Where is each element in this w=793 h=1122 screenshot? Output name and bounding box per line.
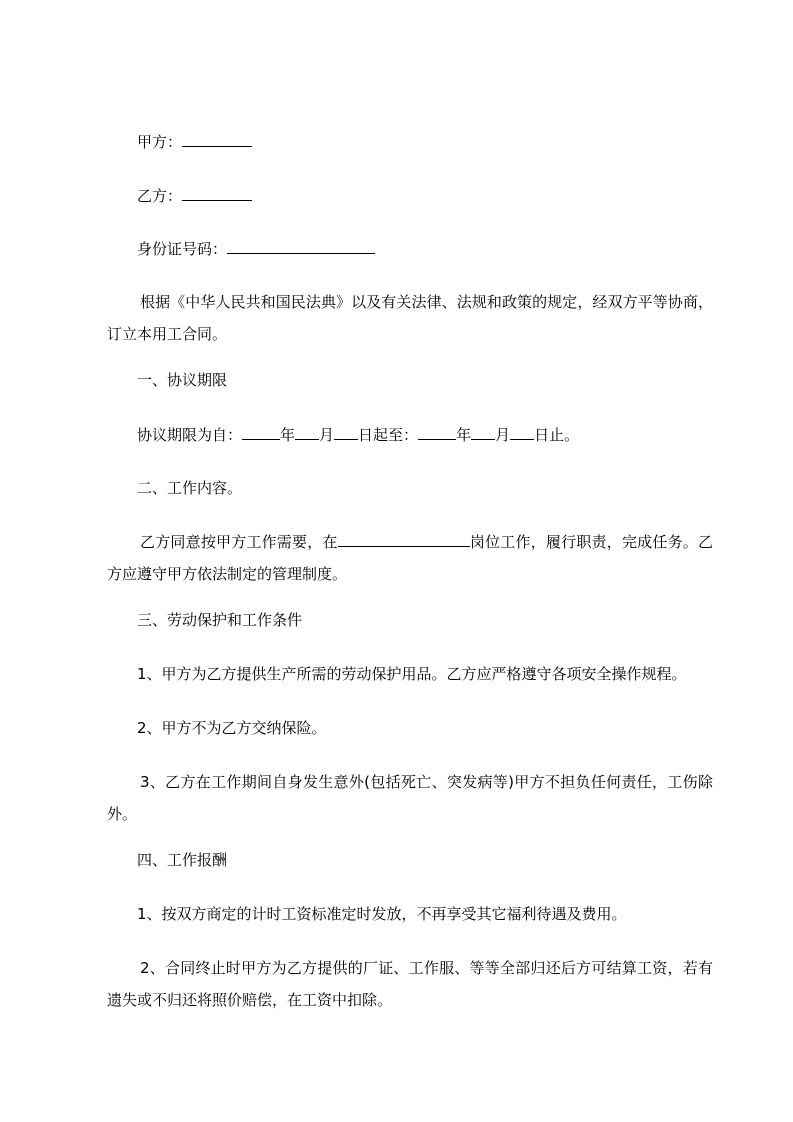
section-2-title: 二、工作内容。 <box>137 479 243 497</box>
start-month-blank <box>295 424 319 440</box>
section-4-title: 四、工作报酬 <box>137 851 228 869</box>
party-b-blank <box>182 185 252 201</box>
start-day-blank <box>334 424 358 440</box>
section-3-title: 三、劳动保护和工作条件 <box>137 611 303 629</box>
term-prefix: 协议期限为自： <box>137 426 243 444</box>
party-a-label: 甲方： <box>137 133 183 151</box>
work-content-paragraph <box>107 526 713 590</box>
start-day-label: 日起至： <box>358 426 419 444</box>
term-line <box>137 424 579 445</box>
section-1-title: 一、协议期限 <box>137 371 228 389</box>
end-year-blank <box>418 424 456 440</box>
end-day-label: 日止。 <box>534 426 580 444</box>
id-number-blank <box>227 238 375 254</box>
id-number-line <box>137 238 375 259</box>
end-month-blank <box>471 424 495 440</box>
position-blank <box>338 531 470 547</box>
section-4-item-1: 1、按双方商定的计时工资标准定时发放，不再享受其它福利待遇及费用。 <box>137 905 627 923</box>
end-day-blank <box>510 424 534 440</box>
start-year-label: 年 <box>280 426 296 444</box>
start-month-label: 月 <box>319 426 335 444</box>
party-b-label: 乙方： <box>137 187 183 205</box>
party-b-line <box>137 185 252 206</box>
section-3-item-2: 2、甲方不为乙方交纳保险。 <box>137 719 327 737</box>
end-year-label: 年 <box>456 426 472 444</box>
section-3-item-1: 1、甲方为乙方提供生产所需的劳动保护用品。乙方应严格遵守各项安全操作规程。 <box>137 665 687 683</box>
party-a-blank <box>182 131 252 147</box>
section-3-item-3: 3、乙方在工作期间自身发生意外(包括死亡、突发病等)甲方不担负任何责任，工伤除外。 <box>107 773 713 823</box>
work-content-text-b: 岗位工作，履行职责，完成任务。乙方应遵守甲方依法制定的管理制度。 <box>107 533 713 583</box>
preamble-paragraph: 根据《中华人民共和国民法典》以及有关法律、法规和政策的规定，经双方平等协商，订立本用工合同。 <box>107 293 713 343</box>
party-a-line <box>137 131 252 152</box>
id-number-label: 身份证号码： <box>137 240 228 258</box>
end-month-label: 月 <box>495 426 511 444</box>
section-4-item-2: 2、合同终止时甲方为乙方提供的厂证、工作服、等等全部归还后方可结算工资，若有遗失或不归还将照价赔偿，在工资中扣除。 <box>107 959 713 1009</box>
start-year-blank <box>242 424 280 440</box>
work-content-text-a: 乙方同意按甲方工作需要，在 <box>140 533 338 551</box>
